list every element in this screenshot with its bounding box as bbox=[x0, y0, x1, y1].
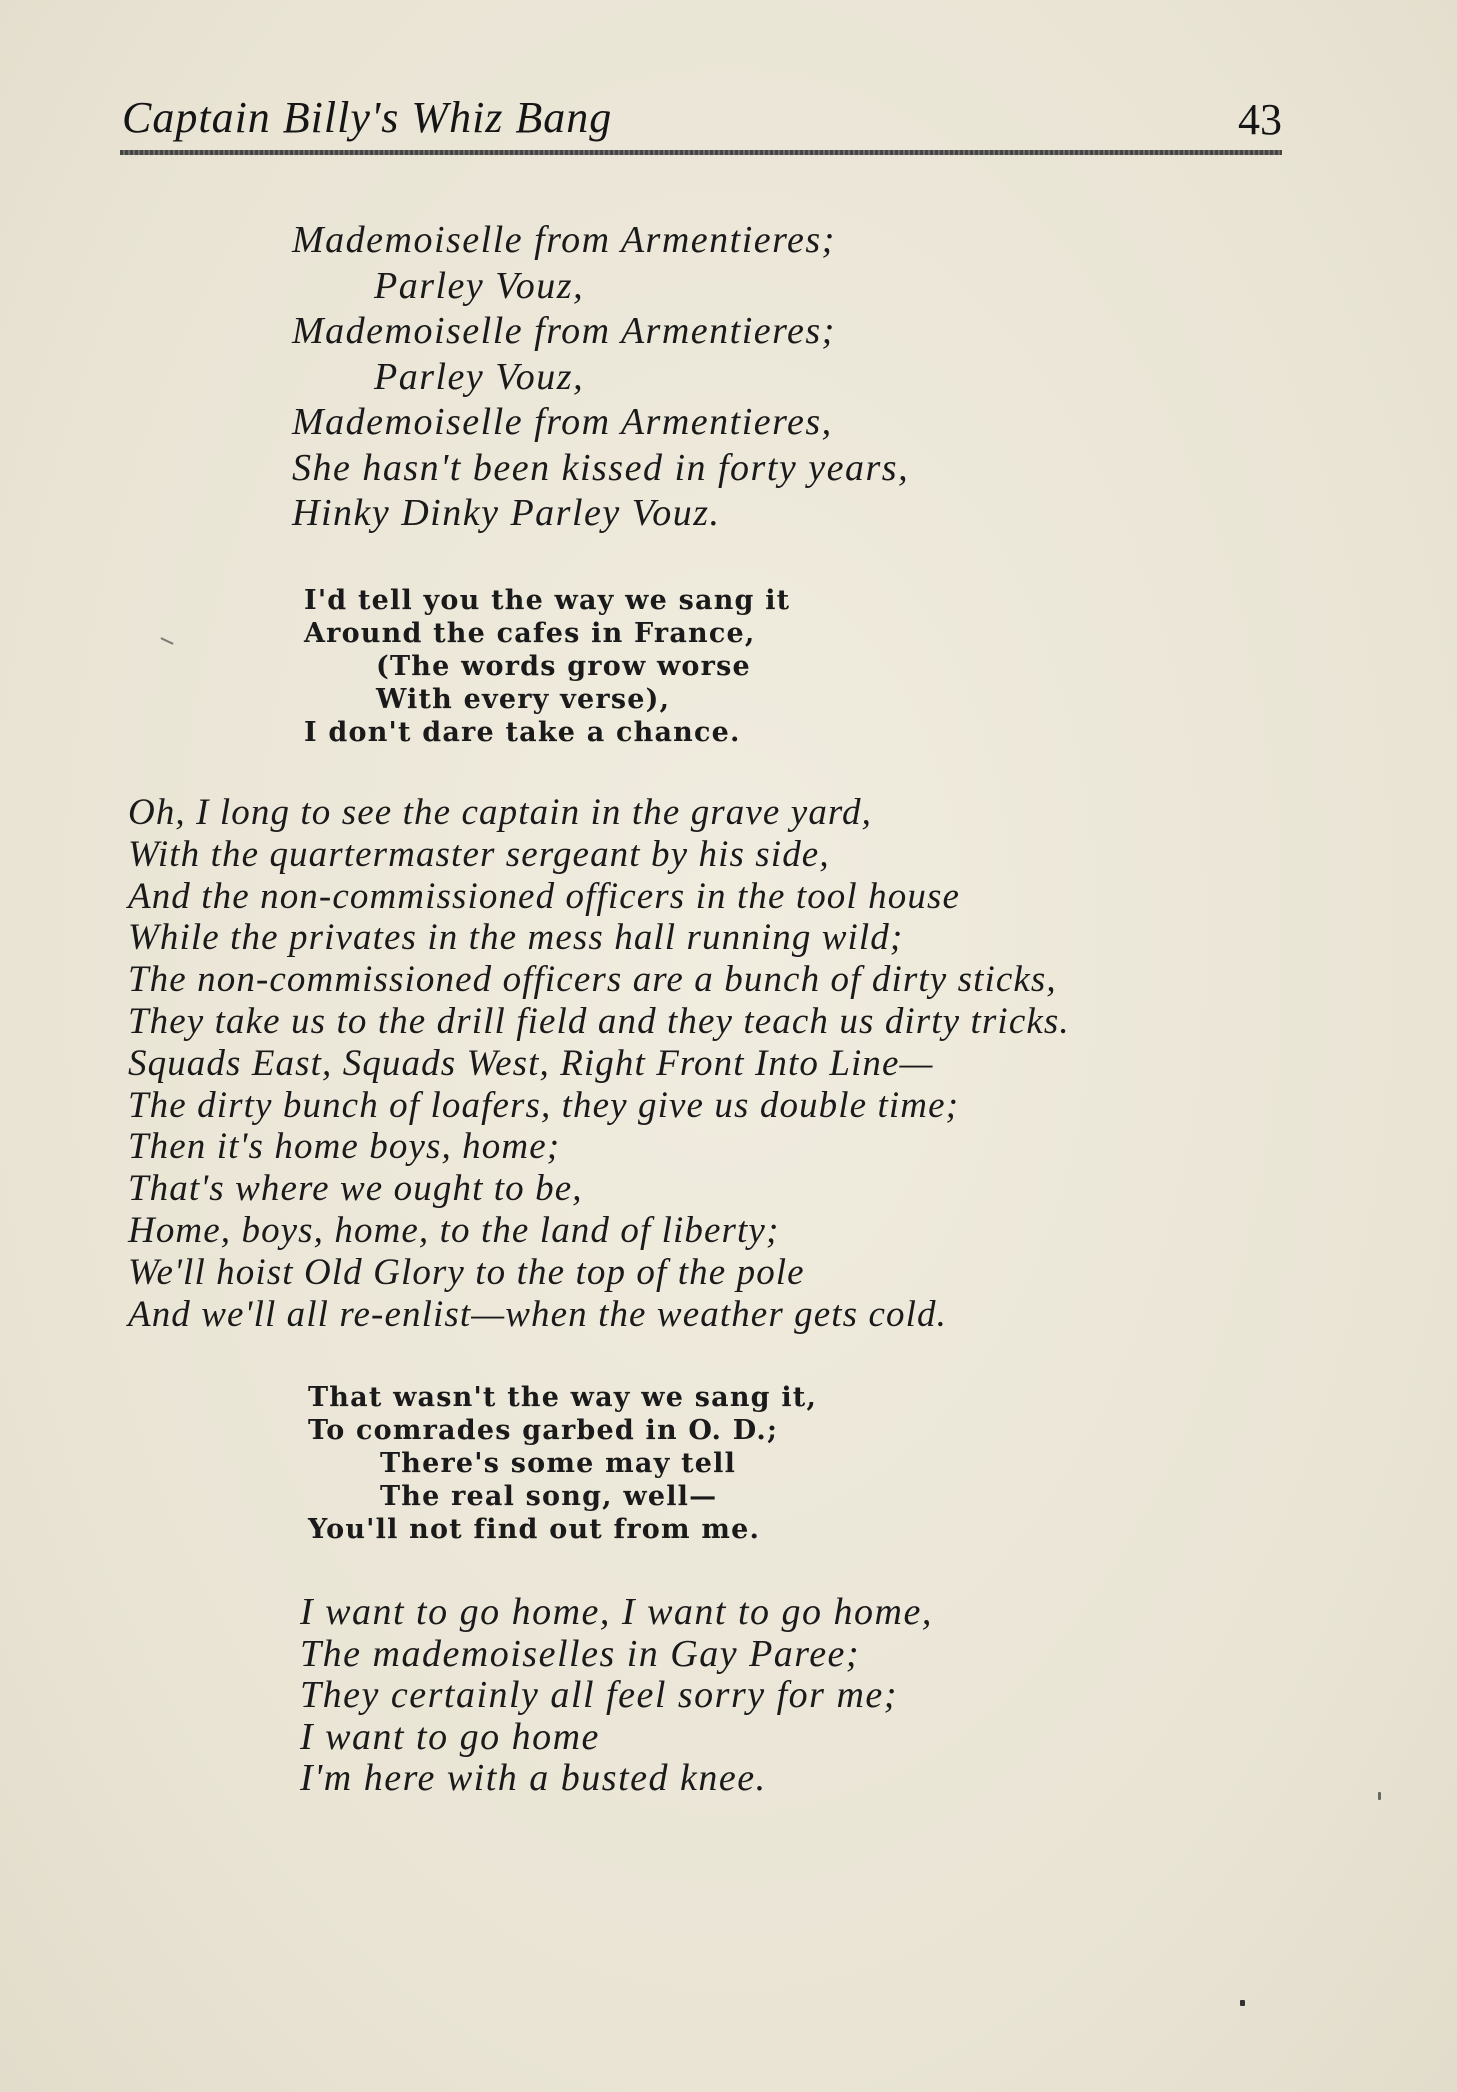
verse-go-home bbox=[300, 1592, 933, 1800]
verse-line: They certainly all feel sorry for me; bbox=[300, 1674, 898, 1716]
commentary-line: I'd tell you the way we sang it bbox=[304, 585, 791, 616]
page-number: 43 bbox=[1238, 95, 1282, 144]
running-title: Captain Billy's Whiz Bang bbox=[122, 93, 613, 142]
verse-mademoiselle bbox=[292, 218, 909, 537]
commentary-line: That wasn't the way we sang it, bbox=[308, 1382, 818, 1413]
verse-captain bbox=[128, 792, 1070, 1335]
verse-line: The dirty bunch of loafers, they give us double time; bbox=[128, 1084, 960, 1126]
commentary-line: There's some may tell bbox=[380, 1448, 737, 1479]
verse-line: Parley Vouz, bbox=[374, 264, 585, 307]
verse-line: Mademoiselle from Armentieres, bbox=[292, 401, 833, 443]
commentary-verse-1 bbox=[304, 584, 790, 749]
verse-line: We'll hoist Old Glory to the top of the pole bbox=[128, 1251, 805, 1293]
verse-line: And we'll all re-enlist—when the weather gets cold. bbox=[128, 1293, 947, 1335]
commentary-line: With every verse), bbox=[376, 684, 671, 715]
header-rule bbox=[120, 150, 1282, 155]
paper-speck bbox=[1240, 2000, 1245, 2006]
verse-line: Mademoiselle from Armentieres; bbox=[292, 219, 836, 261]
verse-line: Home, boys, home, to the land of liberty; bbox=[128, 1209, 780, 1251]
paper-speck bbox=[1378, 1792, 1381, 1800]
verse-line: Hinky Dinky Parley Vouz. bbox=[292, 492, 721, 534]
verse-line: I'm here with a busted knee. bbox=[300, 1757, 767, 1799]
verse-line: Oh, I long to see the captain in the grave yard, bbox=[128, 792, 873, 833]
paper-speck bbox=[160, 637, 174, 645]
verse-line: Parley Vouz, bbox=[374, 355, 585, 398]
verse-line: Squads East, Squads West, Right Front Into Line— bbox=[128, 1042, 934, 1084]
commentary-line: The real song, well— bbox=[380, 1481, 718, 1512]
verse-line: They take us to the drill field and they teach us dirty tricks. bbox=[128, 1000, 1070, 1042]
verse-line: Then it's home boys, home; bbox=[128, 1126, 561, 1168]
verse-line: While the privates in the mess hall running wild; bbox=[128, 917, 904, 959]
commentary-line: I don't dare take a chance. bbox=[304, 717, 741, 748]
verse-line: The non-commissioned officers are a bunch of dirty sticks, bbox=[128, 959, 1057, 1001]
verse-line: With the quartermaster sergeant by his side, bbox=[128, 833, 830, 875]
verse-line: I want to go home bbox=[300, 1715, 600, 1758]
verse-line: Mademoiselle from Armentieres; bbox=[292, 310, 836, 352]
commentary-line: (The words grow worse bbox=[376, 651, 751, 682]
verse-line: She hasn't been kissed in forty years, bbox=[292, 446, 910, 489]
verse-line: That's where we ought to be, bbox=[128, 1168, 583, 1210]
commentary-verse-2 bbox=[308, 1381, 817, 1546]
commentary-line: You'll not find out from me. bbox=[308, 1514, 761, 1545]
verse-line: And the non-commissioned officers in the tool house bbox=[128, 875, 960, 917]
running-head bbox=[122, 92, 1282, 148]
verse-line: The mademoiselles in Gay Paree; bbox=[300, 1632, 861, 1675]
commentary-line: To comrades garbed in O. D.; bbox=[308, 1415, 779, 1446]
commentary-line: Around the cafes in France, bbox=[304, 618, 756, 649]
verse-line: I want to go home, I want to go home, bbox=[300, 1591, 933, 1633]
